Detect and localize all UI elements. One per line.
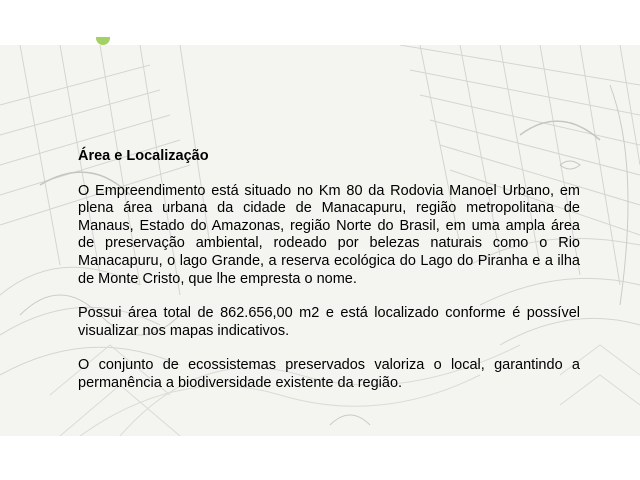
paragraph-area: Possui área total de 862.656,00 m2 e está localizado conforme é possível visualizar nos mapas indicativos. <box>78 305 580 339</box>
section-heading: Área e Localização <box>78 148 209 164</box>
paragraph-location: O Empreendimento está situado no Km 80 da Rodovia Manoel Urbano, em plena área urbana da cidade de Manacapuru, região metropolitana de Manaus, Estado do Amazonas, região Norte do Brasil, em uma ampla área de preservação ambiental, rodeado por belezas naturais como o Rio Manacapuru, o lago Grande, a reserva ecológica do Lago do Piranha e a ilha de Monte Cristo, que lhe empresta o nome. <box>78 182 580 287</box>
document-body <box>78 148 580 410</box>
green-accent-shape <box>96 37 110 45</box>
paragraph-ecosystems: O conjunto de ecossistemas preservados valoriza o local, garantindo a permanência a biodiversidade existente da região. <box>78 357 580 391</box>
